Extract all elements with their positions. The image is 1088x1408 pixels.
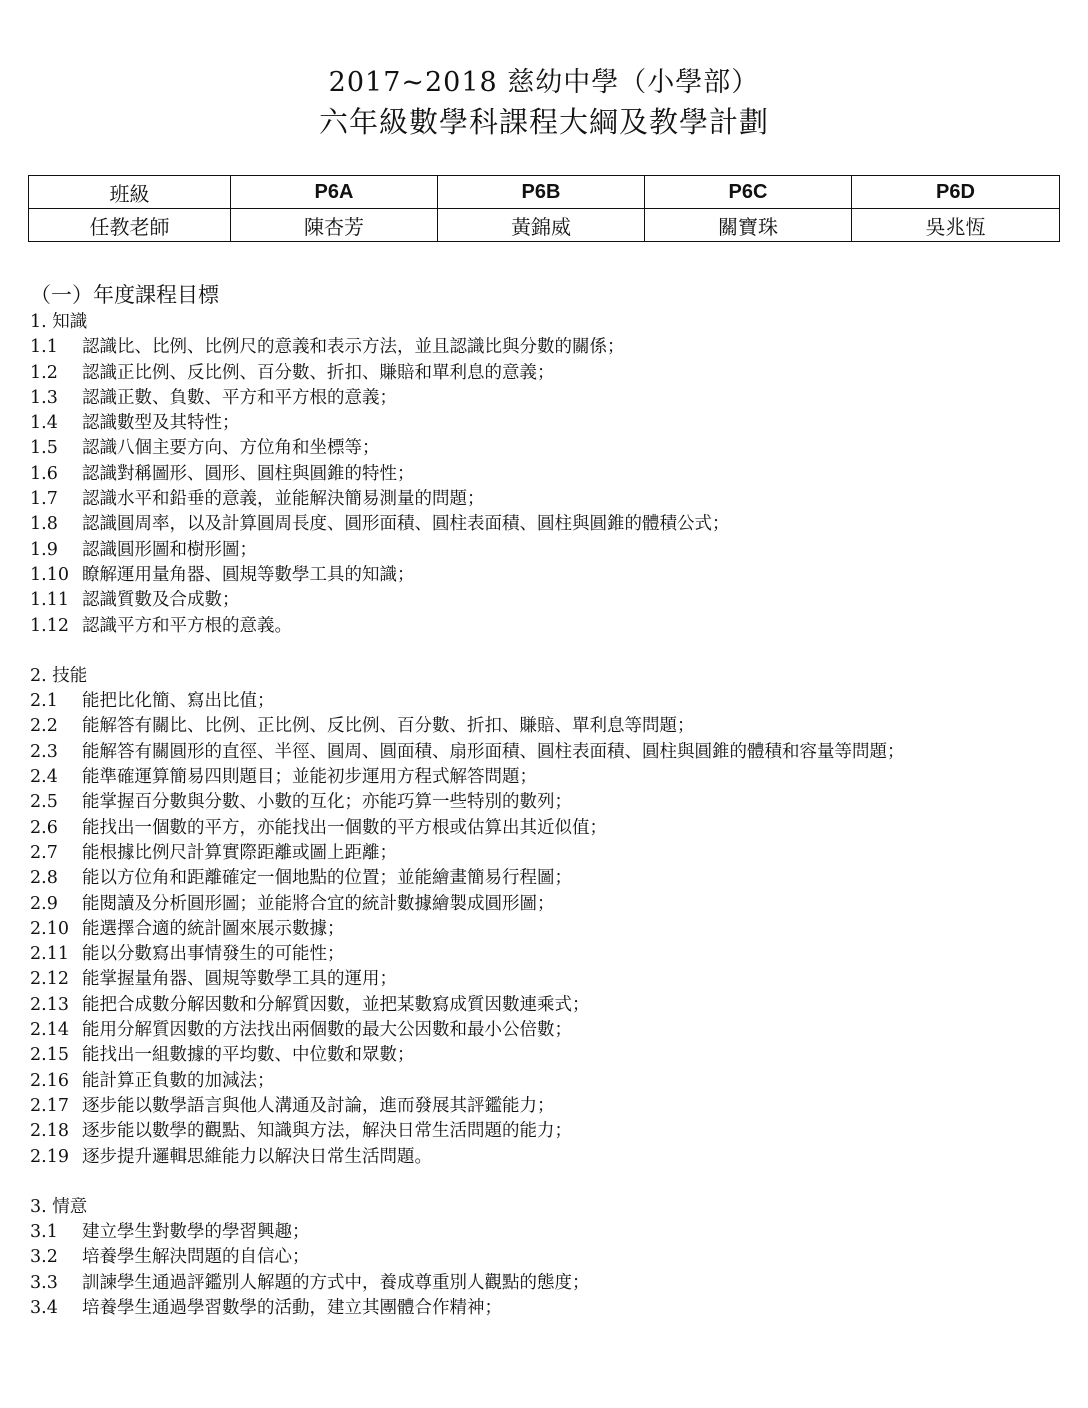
objective-number: 2.18	[30, 1121, 69, 1142]
class-cell: P6B	[438, 176, 645, 209]
objective-text: 訓諫學生通過評鑑別人解題的方式中，養成尊重別人觀點的態度；	[82, 1272, 590, 1293]
objective-item	[30, 1296, 1050, 1321]
objective-item	[30, 1119, 1050, 1144]
objective-item	[30, 942, 1050, 967]
objective-item	[30, 361, 1050, 386]
objective-item	[30, 335, 1050, 360]
objective-number: 2.13	[30, 994, 69, 1015]
teacher-row	[29, 209, 1060, 242]
objective-text: 培養學生通過學習數學的活動，建立其團體合作精神；	[82, 1297, 502, 1318]
objective-item	[30, 866, 1050, 891]
objectives-section	[30, 280, 1050, 1321]
objective-number: 2.1	[30, 691, 58, 712]
class-cell: P6D	[852, 176, 1060, 209]
objective-item	[30, 614, 1050, 639]
objective-item	[30, 765, 1050, 790]
objective-item	[30, 689, 1050, 714]
objective-number: 2.15	[30, 1045, 69, 1066]
objective-item	[30, 917, 1050, 942]
objective-text: 逐步能以數學的觀點、知識與方法，解決日常生活問題的能力；	[82, 1121, 572, 1142]
objective-item	[30, 563, 1050, 588]
objective-number: 1.5	[30, 438, 58, 459]
objective-number: 2.16	[30, 1070, 69, 1091]
teacher-cell: 關寶珠	[645, 209, 852, 242]
objective-number: 2.12	[30, 969, 69, 990]
objective-text: 能根據比例尺計算實際距離或圖上距離；	[82, 842, 397, 863]
objective-item	[30, 1271, 1050, 1296]
objective-number: 1.11	[30, 590, 69, 611]
group-heading: 2. 技能	[30, 665, 88, 686]
objective-number: 1.6	[30, 463, 58, 484]
teacher-cell: 陳杏芳	[231, 209, 438, 242]
objective-item	[30, 967, 1050, 992]
teacher-cell: 吳兆恆	[852, 209, 1060, 242]
objective-number: 1.2	[30, 362, 58, 383]
objective-number: 2.9	[30, 893, 58, 914]
objective-number: 2.4	[30, 767, 58, 788]
objective-item	[30, 1069, 1050, 1094]
objective-item	[30, 1145, 1050, 1170]
objective-number: 1.10	[30, 564, 69, 585]
objective-text: 能掌握量角器、圓規等數學工具的運用；	[82, 969, 397, 990]
objective-number: 2.14	[30, 1020, 69, 1041]
objective-item	[30, 1094, 1050, 1119]
objective-number: 1.4	[30, 413, 58, 434]
objective-text: 認識正比例、反比例、百分數、折扣、賺賠和單利息的意義；	[82, 362, 555, 383]
objective-number: 1.1	[30, 337, 58, 358]
document-subtitle: 六年級數學科課程大綱及教學計劃	[318, 105, 769, 139]
objective-item	[30, 993, 1050, 1018]
objective-item	[30, 512, 1050, 537]
objective-text: 能以分數寫出事情發生的可能性；	[82, 944, 345, 965]
objective-text: 能閱讀及分析圓形圖；並能將合宜的統計數據繪製成圓形圖；	[82, 893, 555, 914]
objective-text: 逐步提升邏輯思維能力以解決日常生活問題。	[82, 1146, 432, 1167]
objective-text: 能解答有關比、比例、正比例、反比例、百分數、折扣、賺賠、單利息等問題；	[82, 716, 695, 737]
teacher-cell: 黃錦威	[438, 209, 645, 242]
group-heading: 3. 情意	[30, 1196, 88, 1217]
objective-number: 3.1	[30, 1222, 58, 1243]
objective-text: 能以方位角和距離確定一個地點的位置；並能繪畫簡易行程圖；	[82, 868, 572, 889]
objective-number: 2.17	[30, 1095, 69, 1116]
class-row	[29, 176, 1060, 209]
objective-number: 2.6	[30, 817, 58, 838]
teacher-header-cell: 任教老師	[29, 209, 231, 242]
objective-number: 1.9	[30, 539, 58, 560]
group-spacer	[30, 639, 1050, 664]
objective-number: 1.3	[30, 387, 58, 408]
objective-number: 2.5	[30, 792, 58, 813]
objective-text: 認識圓形圖和樹形圖；	[82, 539, 257, 560]
objective-item	[30, 714, 1050, 739]
objective-text: 能選擇合適的統計圖來展示數據；	[82, 918, 345, 939]
section-title: （一）年度課程目標	[30, 283, 219, 307]
objective-text: 能掌握百分數與分數、小數的互化；亦能巧算一些特別的數列；	[82, 792, 572, 813]
group-spacer	[30, 1170, 1050, 1195]
objective-text: 認識正數、負數、平方和平方根的意義；	[82, 387, 397, 408]
objective-number: 3.3	[30, 1272, 58, 1293]
group-heading: 1. 知識	[30, 312, 88, 332]
objective-number: 2.11	[30, 944, 69, 965]
objective-number: 2.7	[30, 842, 58, 863]
objective-item	[30, 462, 1050, 487]
objective-text: 能找出一個數的平方，亦能找出一個數的平方根或估算出其近似值；	[82, 817, 607, 838]
objective-text: 認識對稱圖形、圓形、圓柱與圓錐的特性；	[82, 463, 415, 484]
objective-text: 認識圓周率，以及計算圓周長度、圓形面積、圓柱表面積、圓柱與圓錐的體積公式；	[82, 514, 730, 535]
objective-number: 2.8	[30, 868, 58, 889]
objective-text: 能把比化簡、寫出比值；	[82, 691, 275, 712]
objective-number: 1.7	[30, 489, 58, 510]
objective-text: 培養學生解決問題的自信心；	[82, 1247, 310, 1268]
objective-item	[30, 1043, 1050, 1068]
class-cell: P6A	[231, 176, 438, 209]
objective-number: 2.10	[30, 918, 69, 939]
class-cell: P6C	[645, 176, 852, 209]
objective-number: 2.2	[30, 716, 58, 737]
objective-number: 1.8	[30, 514, 58, 535]
objective-item	[30, 386, 1050, 411]
objective-item	[30, 1018, 1050, 1043]
objective-text: 認識平方和平方根的意義。	[82, 615, 292, 636]
objective-number: 2.3	[30, 741, 58, 762]
objective-item	[30, 1245, 1050, 1270]
objective-number: 3.2	[30, 1247, 58, 1268]
objective-text: 認識水平和鉛垂的意義，並能解決簡易測量的問題；	[82, 489, 485, 510]
document-title: 2017~2018 慈幼中學（小學部）	[328, 67, 760, 98]
objective-item	[30, 841, 1050, 866]
objective-item	[30, 1220, 1050, 1245]
objective-text: 能計算正負數的加減法；	[82, 1070, 275, 1091]
objective-number: 1.12	[30, 615, 69, 636]
objective-text: 認識質數及合成數；	[82, 590, 240, 611]
objective-item	[30, 892, 1050, 917]
objective-item	[30, 816, 1050, 841]
objective-text: 瞭解運用量角器、圓規等數學工具的知識；	[82, 564, 415, 585]
class-header-cell: 班級	[29, 176, 231, 209]
objective-text: 能用分解質因數的方法找出兩個數的最大公因數和最小公倍數；	[82, 1020, 572, 1041]
objective-text: 能找出一組數據的平均數、中位數和眾數；	[82, 1045, 415, 1066]
objective-number: 2.19	[30, 1146, 69, 1167]
objective-text: 建立學生對數學的學習興趣；	[82, 1222, 310, 1243]
teacher-table	[28, 175, 1060, 242]
objective-item	[30, 740, 1050, 765]
objective-item	[30, 790, 1050, 815]
objective-text: 認識八個主要方向、方位角和坐標等；	[82, 438, 380, 459]
objective-text: 能把合成數分解因數和分解質因數，並把某數寫成質因數連乘式；	[82, 994, 590, 1015]
objective-item	[30, 588, 1050, 613]
objective-item	[30, 487, 1050, 512]
objective-text: 逐步能以數學語言與他人溝通及討論，進而發展其評鑑能力；	[82, 1095, 555, 1116]
objective-item	[30, 538, 1050, 563]
objective-number: 3.4	[30, 1297, 58, 1318]
objective-item	[30, 411, 1050, 436]
objective-text: 能準確運算簡易四則題目；並能初步運用方程式解答問題；	[82, 767, 537, 788]
objective-text: 認識比、比例、比例尺的意義和表示方法，並且認識比與分數的關係；	[82, 337, 625, 358]
objective-text: 認識數型及其特性；	[82, 413, 240, 434]
objective-text: 能解答有關圓形的直徑、半徑、圓周、圓面積、扇形面積、圓柱表面積、圓柱與圓錐的體積和容量等問題；	[82, 741, 905, 762]
objective-item	[30, 436, 1050, 461]
